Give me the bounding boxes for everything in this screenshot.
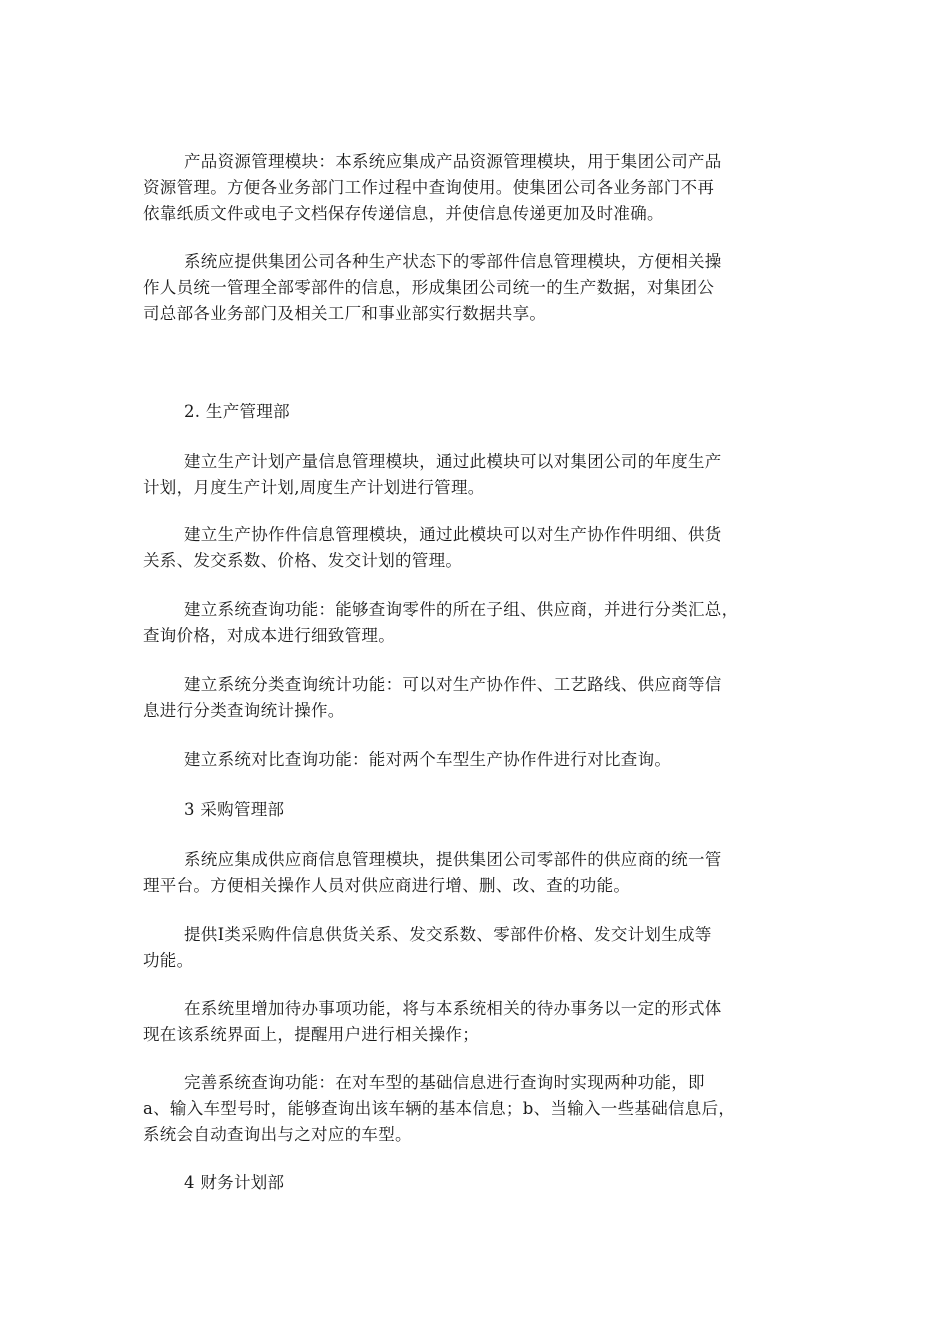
text-line: 资源管理。方便各业务部门工作过程中查询使用。使集团公司各业务部门不再	[143, 178, 715, 197]
paragraph-cooperation-parts	[143, 522, 808, 574]
text-line: 建立生产协作件信息管理模块，通过此模块可以对生产协作件明细、供货	[184, 525, 722, 544]
text-line: 建立系统查询功能：能够查询零件的所在子组、供应商，并进行分类汇总，	[184, 600, 739, 619]
paragraph-supplier-info	[143, 847, 808, 899]
text-line: a、输入车型号时，能够查询出该车辆的基本信息；b、当输入一些基础信息后，	[143, 1099, 736, 1118]
text-line: 计划，月度生产计划,周度生产计划进行管理。	[143, 478, 485, 497]
paragraph-production-plan	[143, 449, 808, 501]
text-line: 功能。	[143, 951, 194, 970]
text-line: 系统应集成供应商信息管理模块，提供集团公司零部件的供应商的统一管	[184, 850, 722, 869]
paragraph-product-resource	[143, 149, 808, 227]
section-heading-purchasing: 3 采购管理部	[184, 800, 285, 819]
text-line: 系统会自动查询出与之对应的车型。	[143, 1125, 412, 1144]
text-line: 建立生产计划产量信息管理模块，通过此模块可以对集团公司的年度生产	[184, 452, 722, 471]
paragraph-compare-query	[143, 747, 808, 773]
text-line: 建立系统对比查询功能：能对两个车型生产协作件进行对比查询。	[184, 750, 672, 769]
section-heading-production: 2. 生产管理部	[184, 402, 290, 421]
text-line: 完善系统查询功能：在对车型的基础信息进行查询时实现两种功能，即	[184, 1073, 705, 1092]
text-line: 提供Ⅰ类采购件信息供货关系、发交系数、零部件价格、发交计划生成等	[184, 925, 712, 944]
paragraph-vehicle-query	[143, 1070, 808, 1148]
paragraph-class-one-purchase	[143, 922, 808, 974]
text-line: 依靠纸质文件或电子文档保存传递信息，并使信息传递更加及时准确。	[143, 204, 664, 223]
text-line: 系统应提供集团公司各种生产状态下的零部件信息管理模块，方便相关操	[184, 252, 722, 271]
text-line: 作人员统一管理全部零部件的信息，形成集团公司统一的生产数据，对集团公	[143, 278, 715, 297]
paragraph-classified-query	[143, 672, 808, 724]
text-line: 产品资源管理模块：本系统应集成产品资源管理模块，用于集团公司产品	[184, 152, 722, 171]
text-line: 理平台。方便相关操作人员对供应商进行增、删、改、查的功能。	[143, 876, 631, 895]
text-line: 现在该系统界面上，提醒用户进行相关操作；	[143, 1025, 479, 1044]
text-line: 建立系统分类查询统计功能：可以对生产协作件、工艺路线、供应商等信	[184, 675, 722, 694]
paragraph-todo-items	[143, 996, 808, 1048]
text-line: 息进行分类查询统计操作。	[143, 701, 345, 720]
text-line: 查询价格，对成本进行细致管理。	[143, 626, 395, 645]
text-line: 司总部各业务部门及相关工厂和事业部实行数据共享。	[143, 304, 547, 323]
paragraph-parts-info	[143, 249, 808, 327]
text-line: 关系、发交系数、价格、发交计划的管理。	[143, 551, 463, 570]
text-line: 在系统里增加待办事项功能，将与本系统相关的待办事务以一定的形式体	[184, 999, 722, 1018]
section-heading-finance: 4 财务计划部	[184, 1173, 285, 1192]
paragraph-query-function	[143, 597, 808, 649]
